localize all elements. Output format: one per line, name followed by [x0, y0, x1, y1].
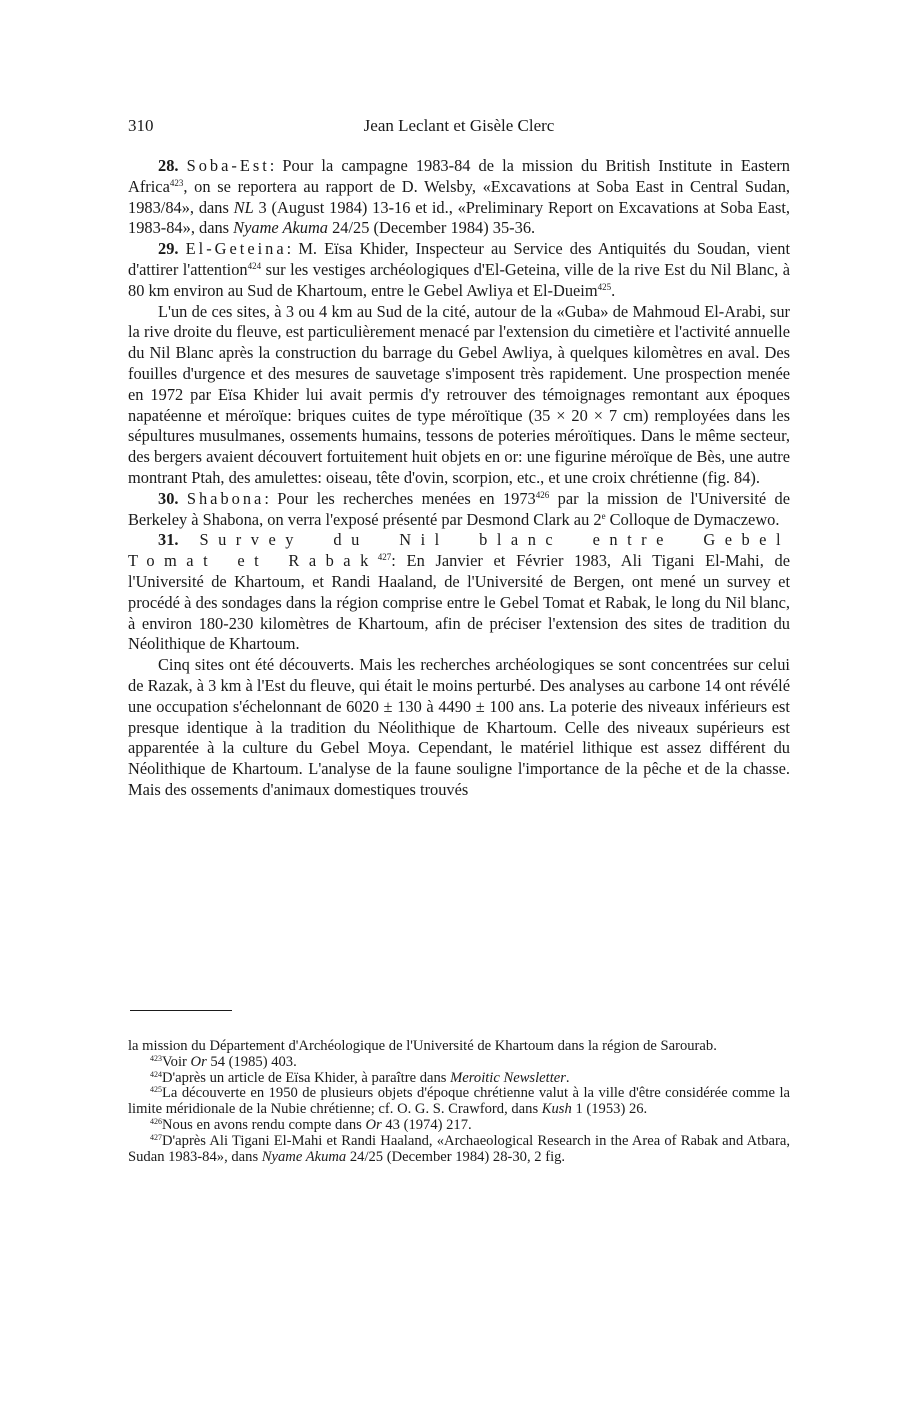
- page-header: [128, 116, 790, 140]
- journal-title: Nyame Akuma: [233, 218, 329, 238]
- section-number: 31.: [158, 530, 179, 550]
- footnote-number: 426: [150, 1116, 162, 1126]
- footnote-423: $^{423}$Voir Or 54 (1985) 403.: [150, 1053, 297, 1070]
- footnote-424: $^{424}$D'après un article de Eïsa Khider, à paraître dans Meroitic Newsletter.: [150, 1069, 570, 1086]
- section-31-paragraph: 31. Survey du Nil blanc entre Gebel Tomat et Rabak$^{427}$: En Janvier et Février 1983, Ali Tigani El-Mahi, de l'Université de Khartoum, et Randi Haaland, de l'Université de Bergen, ont mené un survey et procédé à des sondages dans la région comprise entre le Gebel Tomat et Rabak, le long du Nil blanc, à environ 180-230 kilomètres de Khartoum, afin de préciser l'extension des sites de tradition du Néolithique de Khartoum.: [128, 530, 790, 654]
- note-reference: 425: [597, 281, 612, 292]
- footnote-continuation: la mission du Département d'Archéologique de l'Université de Khartoum dans la région de Sarourab.: [128, 1038, 717, 1054]
- section-number: 29.: [158, 239, 179, 259]
- note-reference: 427: [377, 552, 392, 563]
- note-reference: 423: [169, 177, 184, 188]
- ordinal-superscript: e: [601, 510, 606, 521]
- footnotes: [128, 1039, 790, 1165]
- footnote-number: 427: [150, 1132, 162, 1142]
- footnote-number: 424: [150, 1069, 162, 1079]
- journal-title: NL: [233, 197, 254, 217]
- body-text: [128, 156, 790, 801]
- section-number: 30.: [158, 488, 179, 508]
- journal-title: Kush: [541, 1101, 572, 1118]
- journal-title: Or: [190, 1053, 207, 1070]
- note-reference: 426: [535, 489, 550, 500]
- section-28-paragraph: 28. Soba-Est: Pour la campagne 1983-84 de la mission du British Institute in Eastern Africa$^{423}$, on se reportera au rapport de D. Welsby, «Excavations at Soba East in Central Sudan, 1983/84», dans NL 3 (August 1984) 13-16 et id., «Preliminary Report on Excavations at Soba East, 1983-84», dans Nyame Akuma 24/25 (December 1984) 35-36.: [128, 156, 790, 238]
- footnote-426: $^{426}$Nous en avons rendu compte dans Or 43 (1974) 217.: [150, 1116, 472, 1133]
- site-name: Soba-Est: [186, 156, 270, 175]
- site-name: Survey du Nil blanc entre Gebel Tomat et Rabak: [128, 530, 790, 571]
- section-30-paragraph: 30. Shabona: Pour les recherches menées en 1973$^{426}$ par la mission de l'Université de Berkeley à Shabona, on verra l'exposé présenté par Desmond Clark au 2e Colloque de Dymaczewo.: [128, 488, 790, 529]
- section-31-paragraph-2: Cinq sites ont été découverts. Mais les recherches archéologiques se sont concentrées sur celui de Razak, à 3 km à l'Est du fleuve, qui était le moins perturbé. Des analyses au carbone 14 ont révélé une occupation s'échelonnant de 6020 ± 130 à 4490 ± 100 ans. La poterie des niveaux inférieurs est presque identique à la tradition du Néolithique de Khartoum. Celle des niveaux supérieurs est apparentée à la culture du Gebel Moya. Cependant, le matériel lithique est assez différent du Néolithique de Khartoum. L'analyse de la faune souligne l'importance de la pêche et de la chasse. Mais des ossements d'animaux domestiques trouvés: [128, 655, 790, 799]
- site-name: El-Geteina: [185, 239, 287, 259]
- footnote-number: 423: [150, 1053, 162, 1063]
- journal-title: Meroitic Newsletter: [450, 1069, 566, 1086]
- footnote-425: $^{425}$La découverte en 1950 de plusieurs objets d'époque chrétienne valut à la ville d'être considérée comme la limite méridionale de la Nubie chrétienne; cf. O. G. S. Crawford, dans Kush 1 (1953) 26.: [128, 1085, 790, 1118]
- journal-title: Nyame Akuma: [261, 1148, 347, 1165]
- note-reference: 424: [247, 260, 262, 271]
- site-name: Shabona: [186, 488, 265, 508]
- section-number: 28.: [158, 156, 179, 175]
- running-head: Jean Leclant et Gisèle Clerc: [363, 116, 555, 135]
- section-29-paragraph-2: L'un de ces sites, à 3 ou 4 km au Sud de la cité, autour de la «Guba» de Mahmoud El-Arabi, sur la rive droite du fleuve, est particulièrement menacé par l'extension du cimetière et l'activité annuelle du Nil Blanc après la construction du barrage du Gebel Awliya, à quelques kilomètres en aval. Des fouilles d'urgence et des mesures de sauvetage s'imposent très rapidement. Une prospection menée en 1972 par Eïsa Khider lui avait permis d'y retrouver des témoignages remontant aux époques napatéenne et méroïque: briques cuites de type méroïtique (35 × 20 × 7 cm) remployées dans les sépultures musulmanes, ossements humains, tessons de poteries méroïtiques. Dans le même secteur, des bergers avaient découvert fortuitement huit objets en or: une figurine méroïque de Bès, une autre montrant Ptah, des amulettes: oiseau, tête d'ovin, scorpion, etc., et une croix chrétienne (fig. 84).: [128, 301, 790, 487]
- footnote-427: $^{427}$D'après Ali Tigani El-Mahi et Randi Haaland, «Archaeological Research in the Area of Rabak and Atbara, Sudan 1983-84», dans Nyame Akuma 24/25 (December 1984) 28-30, 2 fig.: [128, 1132, 790, 1165]
- footnote-divider: [130, 1010, 232, 1011]
- footnote-number: 425: [150, 1085, 162, 1095]
- page-number: 310: [128, 116, 154, 135]
- section-29-paragraph: 29. El-Geteina: M. Eïsa Khider, Inspecteur au Service des Antiquités du Soudan, vient d'attirer l'attention$^{424}$ sur les vestiges archéologiques d'El-Geteina, ville de la rive Est du Nil Blanc, à 80 km environ au Sud de Khartoum, entre le Gebel Awliya et El-Dueim$^{425}$.: [128, 239, 790, 300]
- journal-title: Or: [365, 1116, 382, 1133]
